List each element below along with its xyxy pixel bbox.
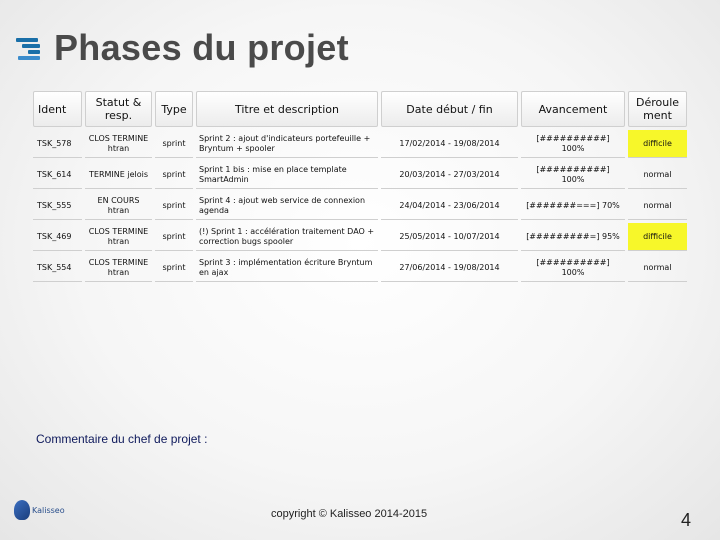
cell-title: Sprint 4 : ajout web service de connexion agenda	[196, 192, 378, 220]
cell-dates: 25/05/2014 - 10/07/2014	[381, 223, 518, 251]
header-progress: Avancement	[521, 91, 625, 127]
cell-type: sprint	[155, 223, 193, 251]
header-status: Statut & resp.	[85, 91, 152, 127]
project-manager-comment-label: Commentaire du chef de projet :	[36, 432, 208, 446]
table-header-row	[33, 91, 687, 127]
cell-progress: [##########] 100%	[521, 161, 625, 189]
cell-status: CLOS TERMINE htran	[85, 223, 152, 251]
cell-title: Sprint 2 : ajout d'indicateurs portefeuille + Bryntum + spooler	[196, 130, 378, 158]
cell-dates: 20/03/2014 - 27/03/2014	[381, 161, 518, 189]
cell-dates: 17/02/2014 - 19/08/2014	[381, 130, 518, 158]
table-row	[33, 223, 687, 251]
cell-ident: TSK_555	[33, 192, 82, 220]
cell-type: sprint	[155, 192, 193, 220]
cell-dates: 24/04/2014 - 23/06/2014	[381, 192, 518, 220]
project-phases-table	[30, 88, 690, 285]
cell-type: sprint	[155, 254, 193, 282]
cell-difficulty: normal	[628, 161, 687, 189]
cell-title: (!) Sprint 1 : accélération traitement DAO + correction bugs spooler	[196, 223, 378, 251]
cell-difficulty: normal	[628, 192, 687, 220]
header-difficulty: Déroule ment	[628, 91, 687, 127]
logo-wordmark: Kalisseo	[32, 505, 65, 515]
cell-title: Sprint 3 : implémentation écriture Bryntum en ajax	[196, 254, 378, 282]
kalisseo-logo-icon	[14, 500, 65, 520]
cell-status: TERMINE jelois	[85, 161, 152, 189]
cell-progress: [#######===] 70%	[521, 192, 625, 220]
cell-ident: TSK_554	[33, 254, 82, 282]
cell-difficulty: difficile	[628, 223, 687, 251]
header-ident: Ident	[33, 91, 82, 127]
cell-progress: [##########] 100%	[521, 254, 625, 282]
cell-progress: [#########=] 95%	[521, 223, 625, 251]
header-title: Titre et description	[196, 91, 378, 127]
cell-ident: TSK_469	[33, 223, 82, 251]
header-dates: Date début / fin	[381, 91, 518, 127]
table-row	[33, 192, 687, 220]
page-title: Phases du projet	[54, 27, 349, 68]
kalisseo-bars-icon	[14, 34, 50, 62]
logo-mark	[14, 500, 30, 520]
page-number: 4	[681, 510, 692, 530]
copyright-text: copyright © Kalisseo 2014-2015	[271, 508, 428, 520]
table-row	[33, 130, 687, 158]
table-row	[33, 254, 687, 282]
cell-ident: TSK_614	[33, 161, 82, 189]
header-type: Type	[155, 91, 193, 127]
cell-title: Sprint 1 bis : mise en place template SmartAdmin	[196, 161, 378, 189]
cell-progress: [##########] 100%	[521, 130, 625, 158]
cell-type: sprint	[155, 161, 193, 189]
cell-status: CLOS TERMINE htran	[85, 254, 152, 282]
slide-header	[14, 26, 349, 70]
cell-status: CLOS TERMINE htran	[85, 130, 152, 158]
cell-status: EN COURS htran	[85, 192, 152, 220]
cell-type: sprint	[155, 130, 193, 158]
cell-difficulty: difficile	[628, 130, 687, 158]
cell-difficulty: normal	[628, 254, 687, 282]
table-row	[33, 161, 687, 189]
cell-dates: 27/06/2014 - 19/08/2014	[381, 254, 518, 282]
cell-ident: TSK_578	[33, 130, 82, 158]
